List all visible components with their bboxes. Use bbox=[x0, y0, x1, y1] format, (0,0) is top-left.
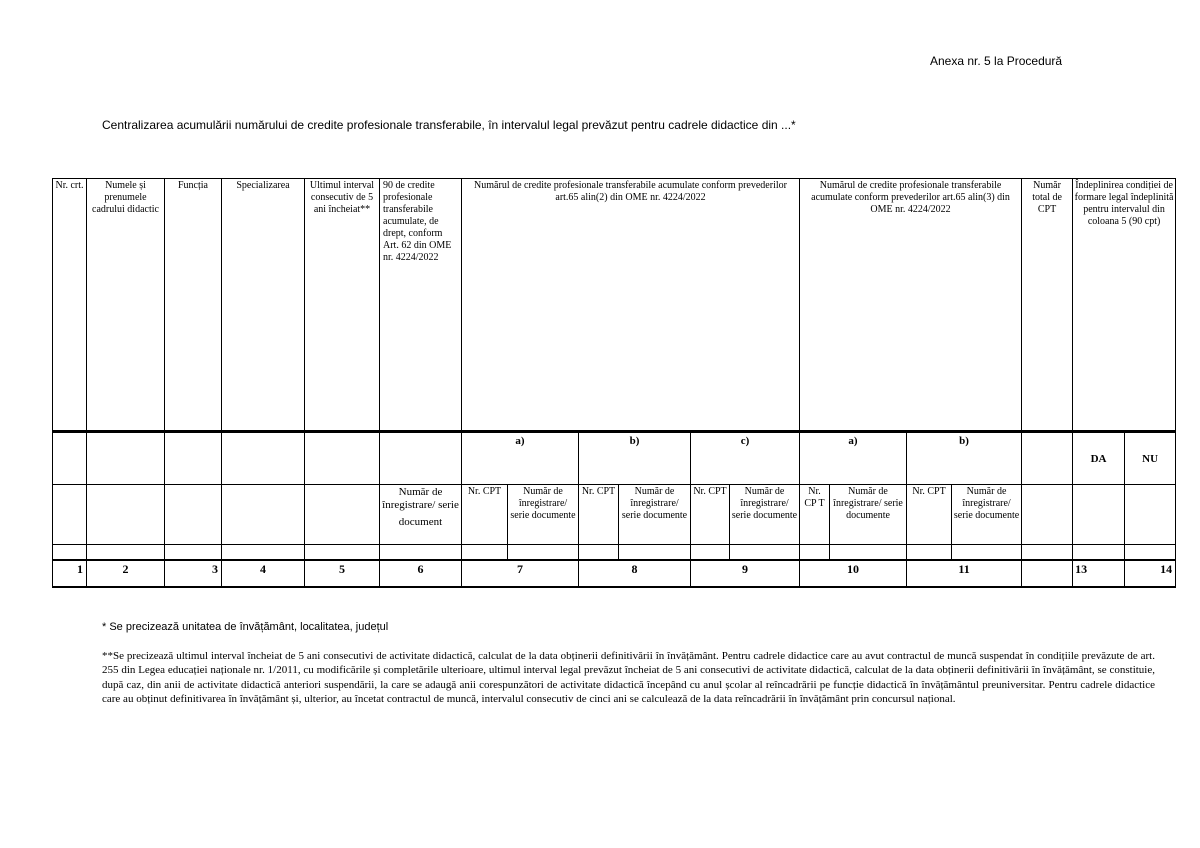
cell bbox=[579, 545, 619, 561]
cell bbox=[165, 485, 222, 545]
footnote-interval: **Se precizează ultimul interval încheiat de 5 ani consecutivi de activitate didactică, calculat de la data obținerii definitivării în învățământ. Pentru cadrele didactice care au avut contractul de muncă suspendat în condițiile prevăzute de art. 255 din Legea educației naționale nr. 1/2011, cu modificările și completările ulterioare, ultimul interval legal prevăzut încheiat de 5 ani consecutivi de activitate didactică, calculat de la data obținerii definitivării în învățământ, se constituie, după caz, din anii de activitate didactică anteriori suspendării, la care se adaugă anii corespunzători de activitate didactică începând cu anul școlar al reîncadrării pe funcție didactică în învățământul preuniversitar. Pentru cadrele didactice care au obținut definitivarea în învățământ și, ulterior, au încetat contractul de muncă, intervalul consecutiv de cinci ani se calculează de la data reîncadrării în învățământ prin concursul național. bbox=[102, 650, 1155, 705]
sub-c-alin2: c) bbox=[691, 432, 800, 485]
cell bbox=[380, 545, 462, 561]
header-90-credite: 90 de credite profesionale transferabile acumulate, de drept, conform Art. 62 din OME nr. 4224/2022 bbox=[380, 179, 462, 432]
cell bbox=[53, 545, 87, 561]
cell bbox=[87, 485, 165, 545]
cell bbox=[305, 432, 380, 485]
header-row bbox=[53, 179, 1176, 432]
header-specializarea: Specializarea bbox=[222, 179, 305, 432]
cell bbox=[1022, 485, 1073, 545]
col-number-7: 7 bbox=[462, 560, 579, 587]
cell bbox=[87, 545, 165, 561]
col-number-11: 11 bbox=[907, 560, 1022, 587]
col-number-14: 14 bbox=[1125, 560, 1176, 587]
cell bbox=[165, 432, 222, 485]
document-title: Centralizarea acumulării numărului de credite profesionale transferabile, în intervalul legal prevăzut pentru cadrele didactice din ...* bbox=[102, 118, 796, 132]
header-ultimul-interval: Ultimul interval consecutiv de 5 ani încheiat** bbox=[305, 179, 380, 432]
label-nr-inregistrare-docs: Număr de înregistrare/ serie documente bbox=[619, 485, 691, 545]
header-art65-alin3: Numărul de credite profesionale transferabile acumulate conform prevederilor art.65 alin(3) din OME nr. 4224/2022 bbox=[800, 179, 1022, 432]
cell bbox=[619, 545, 691, 561]
cell bbox=[1022, 560, 1073, 587]
label-row bbox=[53, 485, 1176, 545]
label-nr-cpt: Nr. CPT bbox=[691, 485, 730, 545]
label-nr-inregistrare-docs: Număr de înregistrare/ serie documente bbox=[952, 485, 1022, 545]
annex-label: Anexa nr. 5 la Procedură bbox=[930, 54, 1063, 68]
header-art65-alin2: Numărul de credite profesionale transferabile acumulate conform prevederilor art.65 alin(2) din OME nr. 4224/2022 bbox=[462, 179, 800, 432]
col-number-6: 6 bbox=[380, 560, 462, 587]
sub-da: DA bbox=[1073, 432, 1125, 485]
cell bbox=[907, 545, 952, 561]
col-number-5: 5 bbox=[305, 560, 380, 587]
col-number-2: 2 bbox=[87, 560, 165, 587]
credits-table bbox=[52, 178, 1176, 588]
label-nr-inregistrare-docs: Număr de înregistrare/ serie documente bbox=[508, 485, 579, 545]
col-number-9: 9 bbox=[691, 560, 800, 587]
cell bbox=[800, 545, 830, 561]
cell bbox=[1073, 485, 1125, 545]
cell bbox=[830, 545, 907, 561]
label-nr-cpt: Nr. CPT bbox=[907, 485, 952, 545]
cell bbox=[1022, 545, 1073, 561]
cell bbox=[53, 485, 87, 545]
cell bbox=[952, 545, 1022, 561]
label-nr-inregistrare bbox=[380, 485, 462, 545]
sub-b-alin2: b) bbox=[579, 432, 691, 485]
cell bbox=[53, 432, 87, 485]
col-number-10: 10 bbox=[800, 560, 907, 587]
cell bbox=[87, 432, 165, 485]
label-nr-cpt: Nr. CPT bbox=[462, 485, 508, 545]
cell bbox=[508, 545, 579, 561]
col-number-8: 8 bbox=[579, 560, 691, 587]
label-nr-cpt: Nr. CPT bbox=[579, 485, 619, 545]
column-numbers-row bbox=[53, 560, 1176, 587]
header-numar-total: Număr total de CPT bbox=[1022, 179, 1073, 432]
cell bbox=[691, 545, 730, 561]
cell bbox=[1073, 545, 1125, 561]
header-functia: Funcția bbox=[165, 179, 222, 432]
label-nr-cpt-narrow: Nr. CP T bbox=[800, 485, 830, 545]
col-number-1: 1 bbox=[53, 560, 87, 587]
sub-nu: NU bbox=[1125, 432, 1176, 485]
col-number-4: 4 bbox=[222, 560, 305, 587]
footnote-unit: * Se precizează unitatea de învățământ, localitatea, județul bbox=[102, 621, 389, 633]
sub-a-alin3: a) bbox=[800, 432, 907, 485]
cell bbox=[222, 545, 305, 561]
cell bbox=[222, 432, 305, 485]
col-number-13: 13 bbox=[1073, 560, 1125, 587]
cell bbox=[305, 485, 380, 545]
label-document-text: document bbox=[398, 516, 443, 529]
label-nr-inregistrare-docs: Număr de înregistrare/ serie documente bbox=[730, 485, 800, 545]
col-number-3: 3 bbox=[165, 560, 222, 587]
cell bbox=[1125, 485, 1176, 545]
header-indeplinire: Îndeplinirea condiției de formare legal îndeplinită pentru intervalul din coloana 5 (90 cpt) bbox=[1073, 179, 1176, 432]
empty-row bbox=[53, 545, 1176, 561]
cell bbox=[380, 432, 462, 485]
cell bbox=[305, 545, 380, 561]
header-nr-crt: Nr. crt. bbox=[53, 179, 87, 432]
sub-b-alin3: b) bbox=[907, 432, 1022, 485]
cell bbox=[730, 545, 800, 561]
subheader-row bbox=[53, 432, 1176, 485]
cell bbox=[1022, 432, 1073, 485]
cell bbox=[222, 485, 305, 545]
cell bbox=[462, 545, 508, 561]
cell bbox=[1125, 545, 1176, 561]
sub-a-alin2: a) bbox=[462, 432, 579, 485]
header-nume: Numele și prenumele cadrului didactic bbox=[87, 179, 165, 432]
cell bbox=[165, 545, 222, 561]
label-nr-inregistrare-docs: Număr de înregistrare/ serie documente bbox=[830, 485, 907, 545]
label-nr-inregistrare-text: Număr de înregistrare/ serie bbox=[382, 486, 459, 512]
